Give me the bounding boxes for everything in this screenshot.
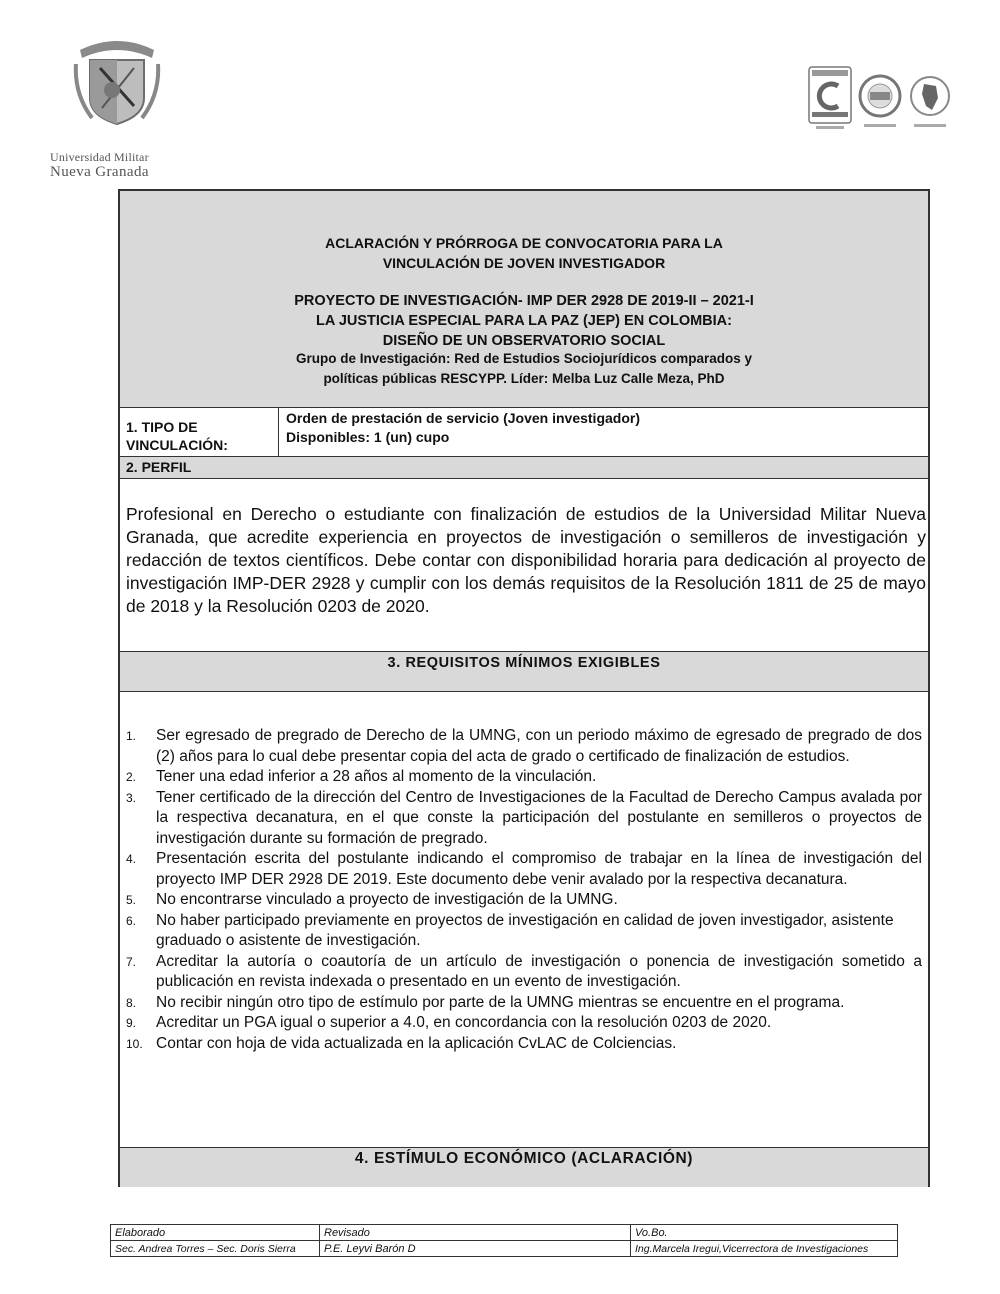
requisito-number: 6. xyxy=(126,913,137,928)
project-line1: PROYECTO DE INVESTIGACIÓN- IMP DER 2928 DE 2019-II – 2021-I xyxy=(294,293,754,309)
title-line1: ACLARACIÓN Y PRÓRROGA DE CONVOCATORIA PARA LA xyxy=(325,235,723,251)
university-name-line2: Nueva Granada xyxy=(50,164,149,180)
requisito-number: 9. xyxy=(126,1016,137,1030)
divider xyxy=(120,407,928,408)
requisito-text: Tener una edad inferior a 28 años al momento de la vinculación. xyxy=(156,768,597,785)
project-line2: LA JUSTICIA ESPECIAL PARA LA PAZ (JEP) EN COLOMBIA: xyxy=(316,313,732,329)
group-line1: Grupo de Investigación: Red de Estudios Sociojurídicos comparados y xyxy=(295,351,753,366)
requisito-text: No encontrarse vinculado a proyecto de investigación de la UMNG. xyxy=(156,891,618,908)
colombia-seal-icon xyxy=(908,76,952,132)
requisito-item xyxy=(126,911,922,952)
requisito-item xyxy=(126,1013,922,1034)
requisito-number: 1. xyxy=(126,729,137,743)
university-logo xyxy=(50,22,180,180)
perfil-text: Profesional en Derecho o estudiante con finalización de estudios de la Universidad Militar Nueva Granada, que acredite experiencia en proyectos de investigación o semilleros de investigación y redacción de textos científicos. Debe contar con disponibilidad horaria para dedicación al proyecto de investigación IMP-DER 2928 y cumplir con los demás requisitos de la Resolución 1811 de 25 de mayo de 2018 y la Resolución 0203 de 2020. xyxy=(126,504,926,616)
university-crest-icon xyxy=(72,28,162,128)
footer-value-row xyxy=(111,1241,898,1257)
university-name-line1: Universidad Militar xyxy=(50,150,149,164)
vobo-value: Ing.Marcela Iregui,Vicerrectora de Investigaciones xyxy=(631,1241,898,1257)
tipo-vinculacion-label xyxy=(126,418,276,454)
university-name xyxy=(50,150,180,180)
vobo-label: Vo.Bo. xyxy=(631,1225,898,1241)
group-line2: políticas públicas RESCYPP. Líder: Melba Luz Calle Meza, PhD xyxy=(323,371,725,386)
requisito-number: 5. xyxy=(126,893,137,907)
iqnet-icon xyxy=(858,74,902,132)
requisito-item xyxy=(126,1034,922,1055)
title-block xyxy=(120,191,928,407)
tipo-label-line1: 1. TIPO DE xyxy=(126,419,198,435)
requisito-item xyxy=(126,788,922,850)
requisito-item xyxy=(126,726,922,767)
requisito-text: No recibir ningún otro tipo de estímulo por parte de la UMNG mientras se encuentre en el programa. xyxy=(156,993,845,1011)
requisito-item xyxy=(126,767,922,788)
requisito-number: 3. xyxy=(126,790,137,805)
requisito-text: Acreditar un PGA igual o superior a 4.0, en concordancia con la resolución 0203 de 2020. xyxy=(156,1014,772,1031)
tipo-vinculacion-value xyxy=(286,409,640,447)
tipo-value-line2: Disponibles: 1 (un) cupo xyxy=(286,429,450,445)
revisado-value: P.E. Leyvi Barón D xyxy=(320,1241,631,1257)
requisito-item xyxy=(126,993,922,1014)
divider xyxy=(120,478,928,479)
requisito-number: 8. xyxy=(126,995,137,1010)
icontec-certificado-icon xyxy=(808,66,852,132)
approval-footer-table xyxy=(110,1224,898,1257)
convocatoria-table xyxy=(118,189,930,1187)
requisito-text: Tener certificado de la dirección del Centro de Investigaciones de la Facultad de Derecho Campus avalada por la respectiva decanatura, en el que conste la participación del postulante en semilleros o proyectos de investigación durante su formación de pregrado. xyxy=(156,788,922,847)
tipo-label-line2: VINCULACIÓN: xyxy=(126,437,228,453)
footer-label-row xyxy=(111,1225,898,1241)
revisado-label: Revisado xyxy=(320,1225,631,1241)
requisito-number: 10. xyxy=(126,1036,143,1051)
divider xyxy=(278,407,279,457)
requisito-text: Acreditar la autoría o coautoría de un artículo de investigación o ponencia de investigación sometido a publicación en revista indexada o presentado en un evento de investigación. xyxy=(156,952,922,990)
requisitos-list xyxy=(126,726,922,1054)
requisito-item xyxy=(126,952,922,993)
title-line2: VINCULACIÓN DE JOVEN INVESTIGADOR xyxy=(382,255,666,271)
tipo-value-line1: Orden de prestación de servicio (Joven investigador) xyxy=(286,410,640,426)
requisito-text: Contar con hoja de vida actualizada en la aplicación CvLAC de Colciencias. xyxy=(156,1034,677,1052)
requisito-text: No haber participado previamente en proyectos de investigación en calidad de joven investigador, asistente graduado o asistente de investigación. xyxy=(156,911,894,949)
requisito-number: 2. xyxy=(126,770,137,784)
requisito-item xyxy=(126,890,922,911)
perfil-header xyxy=(120,457,928,478)
elaborado-value: Sec. Andrea Torres – Sec. Doris Sierra xyxy=(111,1241,320,1257)
project-line3: DISEÑO DE UN OBSERVATORIO SOCIAL xyxy=(382,333,666,349)
estimulo-heading: 4. ESTÍMULO ECONÓMICO (ACLARACIÓN) xyxy=(120,1148,928,1187)
elaborado-label: Elaborado xyxy=(111,1225,320,1241)
requisito-item xyxy=(126,849,922,890)
requisito-number: 4. xyxy=(126,852,137,866)
certification-logos xyxy=(808,66,953,132)
requisito-text: Presentación escrita del postulante indicando el compromiso de trabajar en la línea de investigación del proyecto IMP DER 2928 DE 2019. Este documento debe venir avalado por la respectiva decanatura. xyxy=(156,850,922,888)
divider xyxy=(120,691,928,692)
requisitos-heading: 3. REQUISITOS MÍNIMOS EXIGIBLES xyxy=(120,652,928,691)
requisito-text: Ser egresado de pregrado de Derecho de la UMNG, con un periodo máximo de egresado de pregrado de dos (2) años para lo cual debe presentar copia del acta de grado o certificado de finalización de estudios. xyxy=(156,727,922,765)
perfil-label: 2. PERFIL xyxy=(126,459,192,475)
requisito-number: 7. xyxy=(126,954,137,969)
